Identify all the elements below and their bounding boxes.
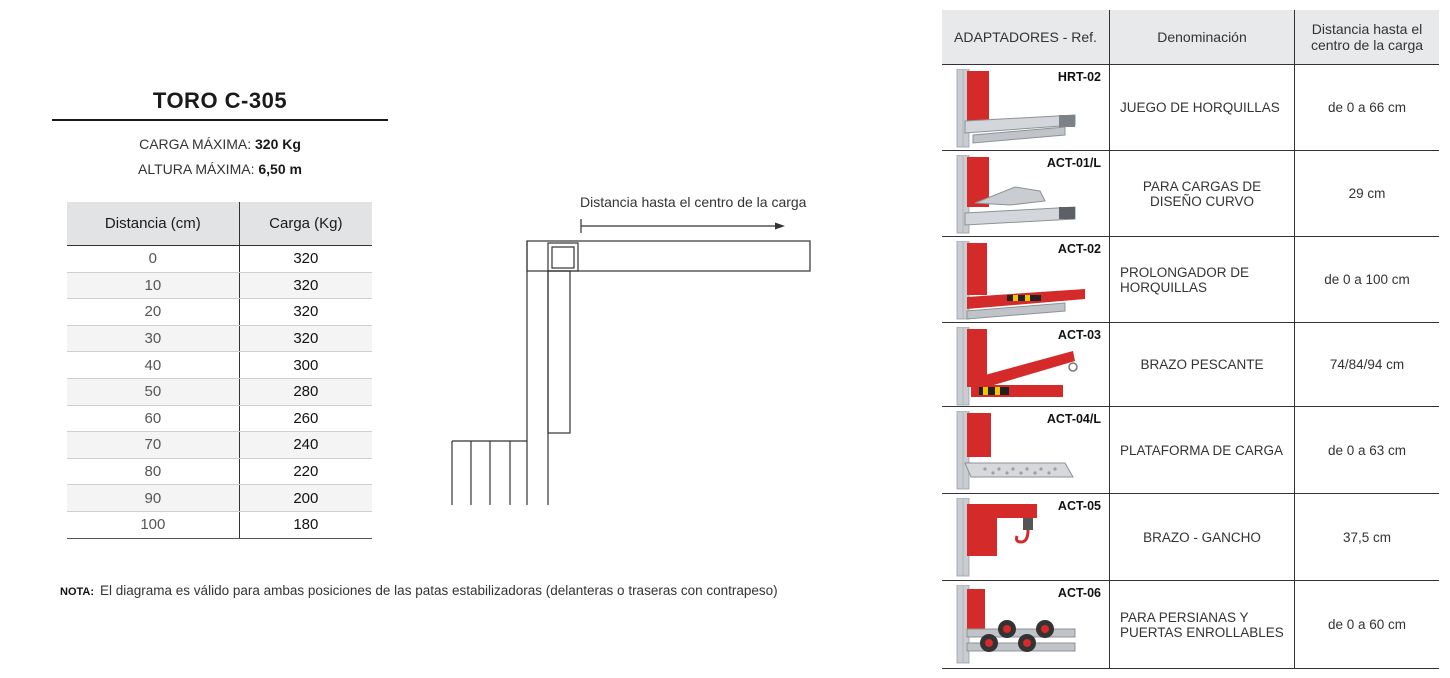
adapter-image-cell (942, 65, 1110, 151)
load-cell: 320 (239, 272, 372, 299)
distance-cell: 60 (67, 405, 239, 432)
max-height-label: ALTURA MÁXIMA: (138, 161, 255, 177)
adapter-image-cell (942, 407, 1110, 494)
load-cell: 320 (239, 299, 372, 326)
adapter-distance: 29 cm (1295, 151, 1440, 237)
table-row (67, 378, 372, 405)
table-row (67, 299, 372, 326)
adapter-image-wrap (942, 237, 1109, 322)
adapter-image-cell (942, 237, 1110, 323)
adapter-distance: de 0 a 63 cm (1295, 407, 1440, 494)
diagram-label: Distancia hasta el centro de la carga (580, 194, 807, 210)
adapters-table-body (942, 65, 1439, 669)
table-row (67, 272, 372, 299)
table-row (942, 323, 1439, 407)
adapter-name: BRAZO - GANCHO (1110, 494, 1295, 581)
distance-cell: 10 (67, 272, 239, 299)
table-row (67, 511, 372, 538)
distance-cell: 90 (67, 485, 239, 512)
reach-diagram (440, 185, 820, 515)
adapter-image-wrap (942, 494, 1109, 580)
load-table-body (67, 246, 372, 539)
product-title: TORO C-305 (152, 88, 288, 113)
load-cell: 280 (239, 378, 372, 405)
load-cell: 260 (239, 405, 372, 432)
adapter-name: PARA PERSIANAS Y PUERTAS ENROLLABLES (1110, 581, 1295, 669)
adapter-name: PROLONGADOR DE HORQUILLAS (1110, 237, 1295, 323)
load-cell: 240 (239, 432, 372, 459)
table-row (67, 352, 372, 379)
distance-cell: 30 (67, 325, 239, 352)
adapter-image-wrap (942, 581, 1109, 668)
adapters-table (942, 10, 1439, 669)
adapter-image-wrap (942, 151, 1109, 236)
table-row (67, 485, 372, 512)
adapter-image-wrap (942, 407, 1109, 493)
adapter-distance: de 0 a 60 cm (1295, 581, 1440, 669)
load-cell: 300 (239, 352, 372, 379)
adapter-image-wrap (942, 323, 1109, 406)
table-row (67, 325, 372, 352)
table-row (942, 407, 1439, 494)
table-row (942, 65, 1439, 151)
load-cell: 200 (239, 485, 372, 512)
carriage-block-inner (552, 247, 574, 268)
adapter-distance: de 0 a 66 cm (1295, 65, 1440, 151)
load-cell: 180 (239, 511, 372, 538)
adapter-name: BRAZO PESCANTE (1110, 323, 1295, 407)
table-row (942, 581, 1439, 669)
adapter-name: PARA CARGAS DE DISEÑO CURVO (1110, 151, 1295, 237)
adapter-ref: ACT-02 (1057, 242, 1101, 256)
max-height-spec (52, 161, 388, 177)
title-divider (52, 119, 388, 121)
load-cell: 220 (239, 458, 372, 485)
max-height-value: 6,50 m (258, 161, 302, 177)
table-row (67, 432, 372, 459)
load-table-header-distance: Distancia (cm) (67, 202, 239, 246)
adapter-distance: de 0 a 100 cm (1295, 237, 1440, 323)
adapter-distance: 37,5 cm (1295, 494, 1440, 581)
adapter-image-cell (942, 494, 1110, 581)
table-row (942, 237, 1439, 323)
max-load-value: 320 Kg (255, 136, 301, 152)
adapter-name: JUEGO DE HORQUILLAS (1110, 65, 1295, 151)
adapter-ref: ACT-06 (1057, 586, 1101, 600)
distance-cell: 20 (67, 299, 239, 326)
adapter-ref: HRT-02 (1057, 70, 1101, 84)
note-label: NOTA: (60, 586, 95, 598)
adapters-header-ref: ADAPTADORES - Ref. (942, 10, 1110, 65)
table-row (67, 405, 372, 432)
adapter-ref: ACT-05 (1057, 499, 1101, 513)
adapter-image-wrap (942, 65, 1109, 150)
load-cell: 320 (239, 325, 372, 352)
mast-section (548, 271, 570, 433)
max-load-label: CARGA MÁXIMA: (139, 136, 252, 152)
adapters-header-name: Denominación (1110, 10, 1295, 65)
adapters-header-distance: Distancia hasta el centro de la carga (1295, 10, 1440, 65)
load-table-header-load: Carga (Kg) (239, 202, 372, 246)
table-row (942, 151, 1439, 237)
distance-arrow-head (775, 223, 785, 230)
distance-cell: 80 (67, 458, 239, 485)
table-row (67, 246, 372, 273)
max-load-spec (52, 136, 388, 152)
distance-cell: 0 (67, 246, 239, 273)
adapters-header-row (942, 10, 1439, 65)
distance-cell: 70 (67, 432, 239, 459)
carriage-arm (527, 241, 810, 271)
adapter-image-cell (942, 581, 1110, 669)
load-table (67, 202, 372, 539)
table-row (67, 458, 372, 485)
distance-cell: 100 (67, 511, 239, 538)
adapter-ref: ACT-03 (1057, 328, 1101, 342)
note-text: El diagrama es válido para ambas posiciones de las patas estabilizadoras (delanteras o traseras con contrapeso) (100, 583, 778, 598)
table-row (942, 494, 1439, 581)
load-cell: 320 (239, 246, 372, 273)
adapter-ref: ACT-01/L (1046, 156, 1101, 170)
adapter-image-cell (942, 151, 1110, 237)
adapter-image-cell (942, 323, 1110, 407)
adapter-name: PLATAFORMA DE CARGA (1110, 407, 1295, 494)
diagram-note (60, 583, 778, 598)
adapter-distance: 74/84/94 cm (1295, 323, 1440, 407)
distance-cell: 40 (67, 352, 239, 379)
load-table-header-row (67, 202, 372, 246)
adapter-ref: ACT-04/L (1046, 412, 1101, 426)
distance-cell: 50 (67, 378, 239, 405)
